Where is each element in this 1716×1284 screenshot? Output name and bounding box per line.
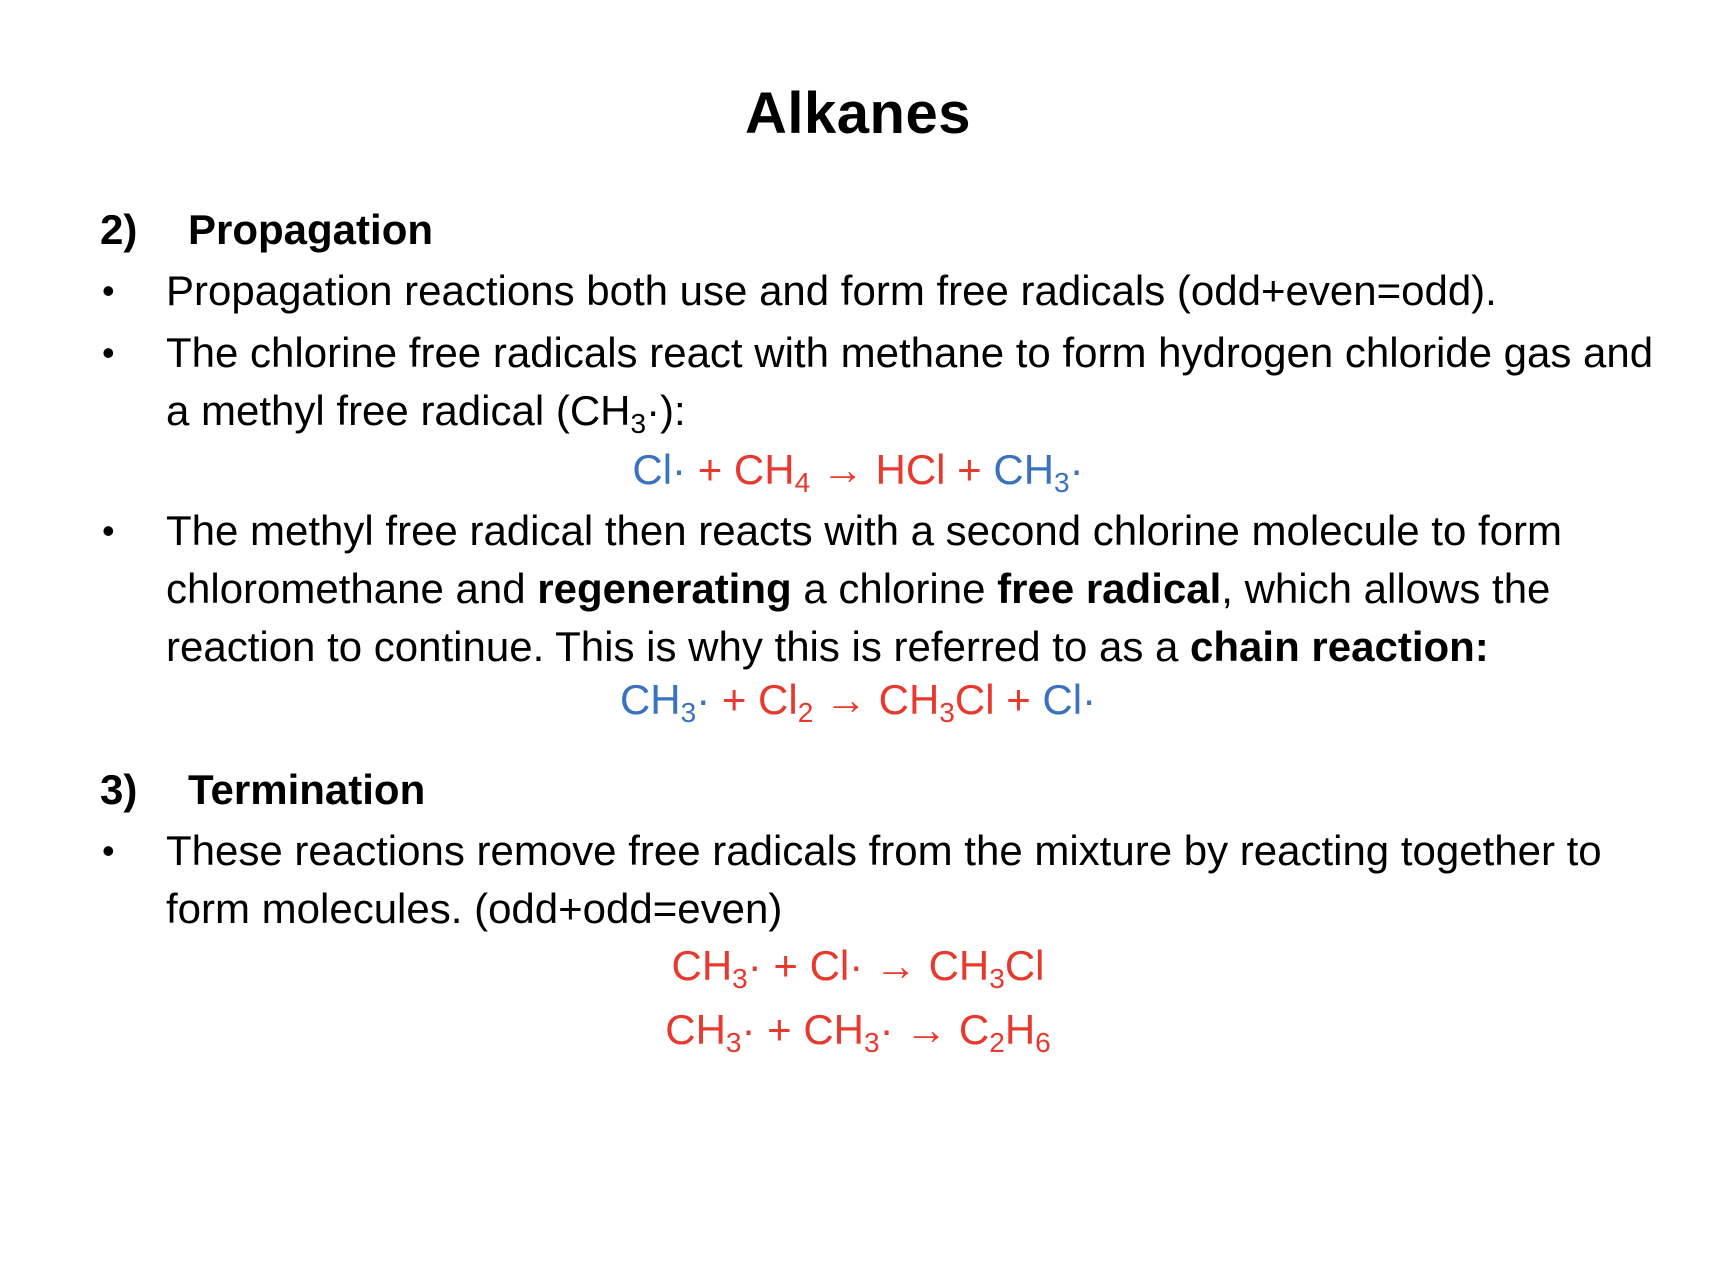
bullet-item [102, 324, 1662, 440]
section-number: 3) [100, 766, 138, 813]
equation-termination-1: $CH_3\cdot + Cl\cdot \to CH_3Cl$ [671, 942, 1045, 994]
bullet-text: These reactions remove free radicals from the mixture by reacting together to form molecules. (odd+odd=even) [166, 827, 1602, 932]
section-number: 2) [100, 206, 138, 253]
slide-title: Alkanes [745, 81, 971, 146]
bullet-item [102, 502, 1662, 676]
bullet-icon: • [102, 510, 115, 551]
equation-methyl-chlorine: $CH_3\cdot + Cl_2 \to CH_3Cl + Cl\cdot$ [619, 676, 1097, 728]
bullet-text: The methyl free radical then reacts with a second chlorine molecule to form chloromethane and regenerating a chlorine free radical, which allows the reaction to continue. This is why this is referred to as a chain reaction: [166, 507, 1562, 670]
section-heading-termination [100, 766, 425, 814]
equation-chlorine-methane: $Cl\cdot + CH_4$ → HCl + $CH_3\cdot$ [632, 446, 1084, 498]
section-title: Termination [188, 766, 426, 813]
bullet-item [102, 822, 1662, 938]
bullet-item [102, 262, 1662, 320]
bullet-icon: • [102, 332, 115, 373]
bullet-text: The chlorine free radicals react with methane to form hydrogen chloride gas and a methyl free radical $(CH_3\cdot)$: [166, 329, 1654, 439]
equation-termination-2: $CH_3\cdot + CH_3\cdot \to C_2H_6$ [665, 1006, 1051, 1058]
bullet-icon: • [102, 270, 115, 311]
section-title: Propagation [188, 206, 434, 253]
section-heading-propagation [100, 206, 433, 254]
bullet-text: Propagation reactions both use and form free radicals (odd+even=odd). [166, 267, 1497, 314]
bullet-icon: • [102, 830, 115, 871]
